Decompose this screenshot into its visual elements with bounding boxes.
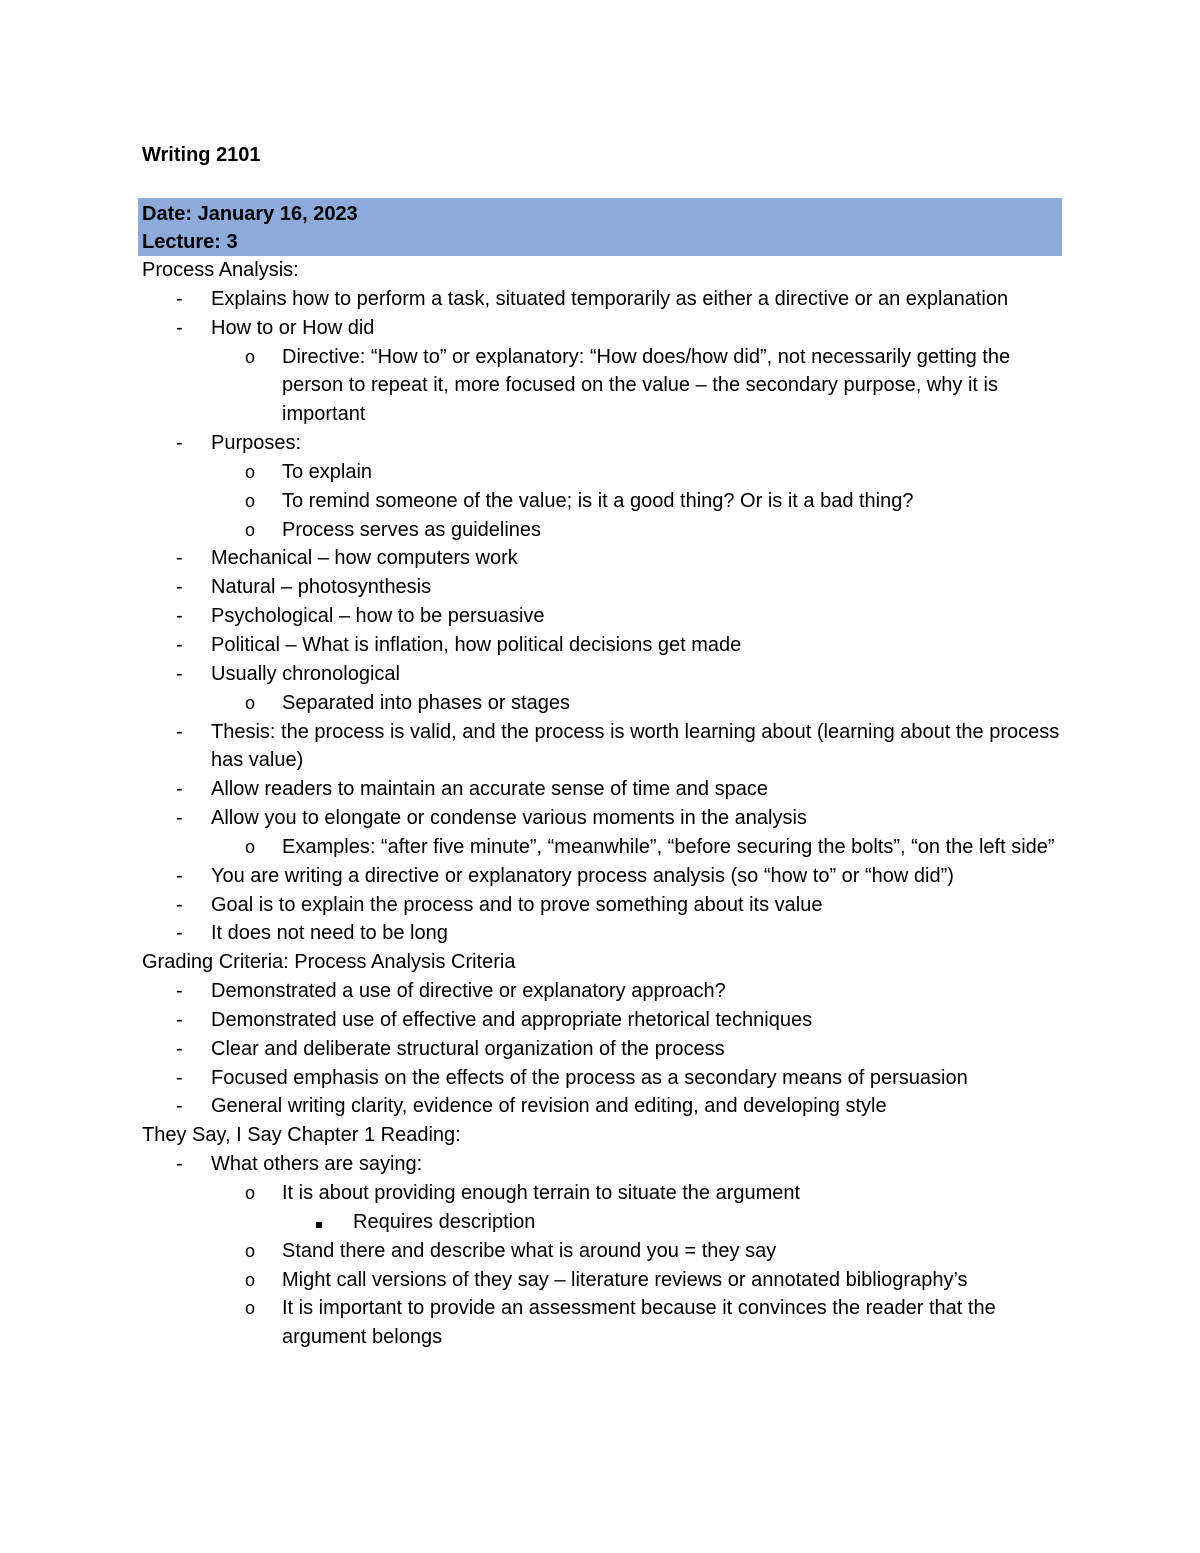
dash-bullet: - (176, 807, 183, 830)
item-text: Process serves as guidelines (282, 518, 542, 541)
item-text: What others are saying: (211, 1153, 423, 1176)
list-item (142, 1064, 1067, 1093)
dash-bullet: - (176, 633, 183, 656)
item-text: Purposes: (211, 432, 302, 455)
item-text: Political – What is inflation, how political decisions get made (211, 633, 742, 656)
list-item (211, 689, 1067, 718)
item-text: Explains how to perform a task, situated temporarily as either a directive or an explanation (211, 287, 1009, 310)
list-item (142, 1035, 1067, 1064)
lecture-header-band (138, 198, 1062, 256)
item-text: To remind someone of the value; is it a good thing? Or is it a bad thing? (282, 489, 914, 512)
bullet-list-level-2 (211, 343, 1067, 430)
dash-bullet: - (176, 316, 183, 339)
dash-bullet: - (176, 1008, 183, 1031)
item-text: Examples: “after five minute”, “meanwhile”, “before securing the bolts”, “on the left side” (282, 835, 1055, 858)
list-item (142, 977, 1067, 1006)
item-text: Demonstrated use of effective and appropriate rhetorical techniques (211, 1008, 813, 1031)
item-text: General writing clarity, evidence of revision and editing, and developing style (211, 1095, 887, 1118)
item-text: How to or How did (211, 316, 375, 339)
notes-body (142, 256, 1067, 1352)
item-text: Requires description (353, 1210, 536, 1233)
list-item (142, 804, 1067, 862)
list-item (142, 775, 1067, 804)
dash-bullet: - (176, 778, 183, 801)
bullet-list-level-2 (211, 689, 1067, 718)
lecture-number: Lecture: 3 (142, 231, 238, 253)
circle-bullet: o (245, 692, 256, 713)
dash-bullet: - (176, 576, 183, 599)
item-text: To explain (282, 460, 373, 483)
item-text: Usually chronological (211, 662, 400, 685)
lecture-date: Date: January 16, 2023 (142, 203, 358, 225)
dash-bullet: - (176, 893, 183, 916)
bullet-marker (316, 1208, 322, 1237)
list-item (142, 602, 1067, 631)
list-item (211, 516, 1067, 545)
item-text: Directive: “How to” or explanatory: “How does/how did”, not necessarily getting the person to repeat it, more focused on the value – the secondary purpose, why it is important (282, 345, 1011, 426)
bullet-list-level-2 (211, 458, 1067, 545)
item-text: Might call versions of they say – literature reviews or annotated bibliography’s (282, 1268, 968, 1291)
section-heading: They Say, I Say Chapter 1 Reading: (142, 1124, 461, 1147)
list-item (142, 1150, 1067, 1352)
item-text: Goal is to explain the process and to prove something about its value (211, 893, 823, 916)
list-item (142, 631, 1067, 660)
dash-bullet: - (176, 922, 183, 945)
list-item (142, 544, 1067, 573)
list-item (142, 1006, 1067, 1035)
list-item (142, 862, 1067, 891)
bullet-list-level-1 (142, 1150, 1067, 1352)
item-text: Natural – photosynthesis (211, 576, 432, 599)
item-text: Psychological – how to be persuasive (211, 605, 545, 628)
list-item (142, 1092, 1067, 1121)
dash-bullet: - (176, 1153, 183, 1176)
list-item (211, 487, 1067, 516)
item-text: Mechanical – how computers work (211, 547, 518, 570)
list-item (211, 833, 1067, 862)
list-item (142, 718, 1067, 776)
section-heading: Process Analysis: (142, 259, 299, 281)
bullet-list-level-2 (211, 1179, 1067, 1352)
dash-bullet: - (176, 864, 183, 887)
bullet-list-level-2 (211, 833, 1067, 862)
list-item (142, 285, 1067, 314)
section-heading: Grading Criteria: Process Analysis Criteria (142, 951, 516, 974)
circle-bullet: o (245, 1298, 256, 1319)
bullet-list-level-1 (142, 285, 1067, 948)
list-item (211, 1294, 1067, 1352)
item-text: Stand there and describe what is around you = they say (282, 1239, 777, 1262)
square-bullet-icon (316, 1222, 322, 1228)
dash-bullet: - (176, 1066, 183, 1089)
item-text: Thesis: the process is valid, and the process is worth learning about (learning about the process has value) (211, 720, 1060, 772)
list-item (142, 314, 1067, 429)
item-text: Allow you to elongate or condense various moments in the analysis (211, 807, 807, 830)
item-text: It is important to provide an assessment because it convinces the reader that the argument belongs (282, 1297, 996, 1349)
item-text: Demonstrated a use of directive or explanatory approach? (211, 980, 726, 1003)
dash-bullet: - (176, 720, 183, 743)
circle-bullet: o (245, 346, 256, 367)
item-text: Clear and deliberate structural organization of the process (211, 1037, 725, 1060)
list-item (211, 1266, 1067, 1295)
item-text: Allow readers to maintain an accurate sense of time and space (211, 778, 768, 801)
dash-bullet: - (176, 547, 183, 570)
list-item (211, 343, 1067, 430)
list-item (282, 1208, 1067, 1237)
circle-bullet: o (245, 490, 256, 511)
list-item (211, 458, 1067, 487)
dash-bullet: - (176, 1095, 183, 1118)
dash-bullet: - (176, 980, 183, 1003)
dash-bullet: - (176, 287, 183, 310)
dash-bullet: - (176, 605, 183, 628)
list-item (142, 660, 1067, 718)
circle-bullet: o (245, 461, 256, 482)
item-text: You are writing a directive or explanatory process analysis (so “how to” or “how did”) (211, 864, 954, 887)
item-text: Separated into phases or stages (282, 691, 570, 714)
list-item (142, 429, 1067, 544)
item-text: Focused emphasis on the effects of the process as a secondary means of persuasion (211, 1066, 968, 1089)
item-text: It is about providing enough terrain to situate the argument (282, 1182, 801, 1204)
bullet-list-level-3 (282, 1208, 1067, 1237)
circle-bullet: o (245, 1183, 256, 1203)
list-item (142, 919, 1067, 948)
bullet-list-level-1 (142, 977, 1067, 1121)
circle-bullet: o (245, 519, 256, 540)
list-item (211, 1237, 1067, 1266)
circle-bullet: o (245, 1240, 256, 1261)
list-item (142, 573, 1067, 602)
circle-bullet: o (245, 1269, 256, 1290)
item-text: It does not need to be long (211, 922, 448, 945)
dash-bullet: - (176, 1037, 183, 1060)
dash-bullet: - (176, 432, 183, 455)
circle-bullet: o (245, 836, 256, 857)
list-item (142, 891, 1067, 920)
dash-bullet: - (176, 662, 183, 685)
list-item (211, 1179, 1067, 1237)
document-title: Writing 2101 (142, 144, 261, 166)
